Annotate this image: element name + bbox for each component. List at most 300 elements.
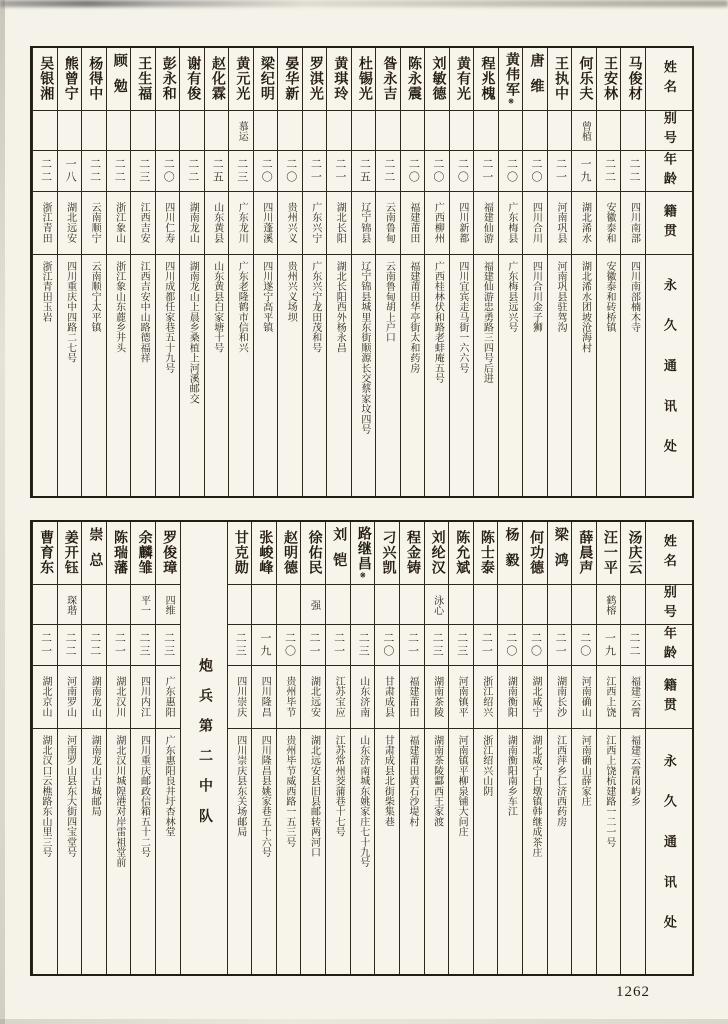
person-column	[448, 522, 473, 974]
person-alias-cell	[82, 585, 106, 625]
person-address: 广东老隆鹤市信和兴	[236, 261, 248, 353]
person-alias-cell	[82, 111, 106, 151]
person-native-place: 湖北京山	[40, 676, 52, 718]
person-alias-cell	[254, 111, 278, 151]
person-address: 甘肃成县北街柴集巷	[382, 735, 394, 827]
person-age: 二一	[332, 632, 345, 658]
person-native-cell	[82, 666, 106, 729]
person-native-place: 四川蓬溪	[260, 202, 272, 244]
person-age-cell	[548, 625, 572, 666]
person-native-place: 广东惠阳	[163, 676, 175, 718]
person-alias-cell	[401, 111, 425, 151]
person-age-cell	[33, 625, 57, 666]
person-name-cell	[474, 48, 498, 111]
person-alias: 琛瑎	[64, 594, 76, 615]
person-column	[179, 48, 204, 496]
person-age-cell	[58, 151, 82, 192]
person-native-cell	[548, 666, 572, 729]
person-age: 二三	[137, 158, 150, 184]
person-native-cell	[425, 192, 449, 255]
person-name-cell	[375, 522, 399, 585]
person-address-cell	[523, 729, 547, 974]
person-address-cell	[228, 729, 252, 974]
person-address: 广西桂林伏和路老蚌庵五号	[432, 261, 444, 384]
person-name: 昝永吉	[381, 56, 397, 102]
person-native-place: 浙江象山	[113, 202, 125, 244]
person-native-cell	[156, 192, 180, 255]
person-native-cell	[401, 192, 425, 255]
person-alias: 慕运	[236, 120, 248, 141]
person-age-cell	[228, 625, 252, 666]
person-name-cell	[425, 48, 449, 111]
person-native-place: 云南顺宁	[89, 202, 101, 244]
person-native-cell	[301, 666, 325, 729]
person-column	[276, 522, 301, 974]
person-address-cell	[107, 729, 131, 974]
person-native-cell	[254, 192, 278, 255]
person-native-cell	[180, 192, 204, 255]
person-alias-cell	[621, 585, 645, 625]
person-name-cell	[303, 48, 327, 111]
person-native-place: 山东济南	[357, 676, 369, 718]
person-name-cell	[301, 522, 325, 585]
person-age-cell	[572, 151, 596, 192]
person-name-cell	[107, 522, 131, 585]
person-address: 江西吉安中山路德福祥	[138, 261, 150, 363]
person-name-cell	[131, 522, 155, 585]
person-name-cell	[449, 522, 473, 585]
person-native-place: 河南罗山	[64, 676, 76, 718]
person-age: 二〇	[407, 158, 420, 184]
person-column	[57, 48, 82, 496]
person-age: 二〇	[284, 158, 297, 184]
person-alias-cell	[303, 111, 327, 151]
person-age: 二〇	[456, 158, 469, 184]
person-column	[227, 522, 252, 974]
person-age-cell	[425, 151, 449, 192]
name-note-mark: ※	[358, 571, 367, 580]
person-name: 马俊材	[626, 56, 642, 102]
person-age-cell	[523, 151, 547, 192]
person-name-cell	[597, 48, 621, 111]
person-column	[351, 48, 376, 496]
person-native-place: 四川隆昌	[259, 676, 271, 718]
person-address: 四川遂宁高平镇	[260, 261, 272, 333]
person-address: 河南镇平柳泉铺大问庄	[456, 735, 468, 837]
person-age-cell	[131, 625, 155, 666]
person-column	[375, 48, 400, 496]
person-native-place: 甘肃成县	[382, 676, 394, 718]
person-name-cell	[597, 522, 621, 585]
section-label: 炮兵第二中队	[196, 657, 212, 839]
person-address-cell	[278, 255, 302, 496]
person-alias-cell	[278, 111, 302, 151]
person-age-cell	[156, 625, 180, 666]
person-alias-cell	[474, 585, 498, 625]
person-alias-cell	[33, 111, 57, 151]
person-age-cell	[107, 625, 131, 666]
person-age: 二三	[234, 632, 247, 658]
person-address-cell	[499, 255, 523, 496]
person-native-place: 湖北浠水	[579, 202, 591, 244]
person-age: 二二	[88, 632, 101, 658]
person-age-cell	[474, 625, 498, 666]
person-age-cell	[277, 625, 301, 666]
person-column	[522, 522, 547, 974]
person-address-cell	[82, 729, 106, 974]
person-address-cell	[548, 729, 572, 974]
person-name-cell	[58, 522, 82, 585]
person-column	[571, 522, 596, 974]
person-name-cell	[254, 48, 278, 111]
person-address: 四川合川金子狮	[530, 261, 542, 333]
person-column	[32, 48, 57, 496]
person-address: 广东梅县远兴号	[505, 261, 517, 333]
person-alias-cell	[327, 111, 351, 151]
person-age: 二一	[406, 632, 419, 658]
header-name: 姓名	[646, 522, 692, 585]
person-address-cell	[597, 255, 621, 496]
person-native-place: 四川新都	[456, 202, 468, 244]
person-name: 汤庆云	[626, 530, 642, 576]
person-column	[596, 48, 621, 496]
person-name: 张峻峰	[257, 530, 273, 576]
person-name-cell	[352, 48, 376, 111]
person-address: 湖南衡阳南乡车江	[505, 735, 517, 817]
person-native-cell	[474, 192, 498, 255]
person-name: 黄伟军	[504, 52, 519, 98]
person-name: 何乐夫	[577, 56, 593, 102]
person-name-cell	[33, 522, 57, 585]
person-address: 江西上饶杭建路一二一号	[603, 735, 615, 848]
person-column	[81, 522, 106, 974]
person-age: 二〇	[505, 158, 518, 184]
person-address-cell	[351, 729, 375, 974]
person-native-place: 四川内江	[138, 676, 150, 718]
person-name: 陈永震	[405, 56, 421, 102]
person-age: 二五	[211, 158, 224, 184]
person-address-cell	[401, 255, 425, 496]
person-native-place: 湖北远安	[64, 202, 76, 244]
person-age-cell	[597, 625, 621, 666]
person-native-cell	[450, 192, 474, 255]
person-name-cell	[548, 48, 572, 111]
person-age: 二五	[358, 158, 371, 184]
person-name-cell	[131, 48, 155, 111]
person-column	[547, 522, 572, 974]
person-alias: 四维	[163, 594, 175, 615]
person-name-cell	[498, 522, 522, 585]
person-name-cell	[327, 48, 351, 111]
header-name: 姓名	[646, 48, 692, 111]
person-age: 二三	[455, 632, 468, 658]
person-name-cell	[400, 522, 424, 585]
scan-smudge-left	[0, 0, 5, 1024]
person-address-cell	[425, 255, 449, 496]
person-native-place: 福建仙游	[481, 202, 493, 244]
person-address-cell	[474, 729, 498, 974]
person-age-cell	[523, 625, 547, 666]
person-age-cell	[303, 151, 327, 192]
person-native-cell	[252, 666, 276, 729]
person-name: 崇总	[87, 527, 103, 579]
person-native-cell	[107, 666, 131, 729]
person-column	[399, 522, 424, 974]
person-address: 四川重庆中四路二七号	[64, 261, 76, 363]
person-native-cell	[449, 666, 473, 729]
person-native-cell	[376, 192, 400, 255]
header-column	[645, 522, 692, 974]
person-name-cell	[401, 48, 425, 111]
person-address-cell	[450, 255, 474, 496]
person-address: 山东黄县白家塘十号	[211, 261, 223, 353]
person-name-cell	[82, 48, 106, 111]
person-alias-cell	[425, 111, 449, 151]
person-native-cell	[228, 666, 252, 729]
person-address-cell	[523, 255, 547, 496]
person-native-place: 广东龙川	[236, 202, 248, 244]
person-native-cell	[375, 666, 399, 729]
person-address: 湖北浠水团坡沧海村	[579, 261, 591, 353]
person-address-cell	[131, 729, 155, 974]
person-alias: 平一	[138, 594, 150, 615]
person-native-place: 河南巩县	[554, 202, 566, 244]
person-age: 二〇	[381, 632, 394, 658]
person-age: 二一	[480, 158, 493, 184]
person-address: 广东惠阳良井圩杏林堂	[163, 735, 175, 837]
person-address-cell	[180, 255, 204, 496]
person-name: 梁鸿	[552, 527, 568, 579]
person-address: 江西萍乡仁济西药房	[554, 735, 566, 827]
person-age: 二〇	[162, 158, 175, 184]
person-alias-cell	[229, 111, 253, 151]
person-age: 二一	[39, 632, 52, 658]
person-native-place: 湖南长沙	[554, 676, 566, 718]
person-age: 二二	[88, 158, 101, 184]
person-native-cell	[498, 666, 522, 729]
person-alias-cell	[326, 585, 350, 625]
person-alias-cell	[523, 585, 547, 625]
person-age-cell	[449, 625, 473, 666]
person-address: 四川宜宾走马街一六六号	[456, 261, 468, 374]
person-address: 四川隆昌县姚家巷五十六号	[259, 735, 271, 858]
person-name: 程兆槐	[479, 56, 495, 102]
person-native-cell	[572, 192, 596, 255]
person-address: 福建仙游忠勇路三四号后进	[481, 261, 493, 384]
person-alias-cell	[301, 585, 325, 625]
person-native-cell	[303, 192, 327, 255]
person-native-cell	[352, 192, 376, 255]
person-address: 湖北汉口云樵路东山里三号	[40, 735, 52, 858]
person-address: 云南顺宁太平镇	[89, 261, 101, 333]
person-native-place: 福建莆田	[407, 202, 419, 244]
person-alias: 强	[308, 599, 320, 610]
person-age-cell	[401, 151, 425, 192]
person-name-cell	[278, 48, 302, 111]
person-name-cell	[523, 48, 547, 111]
person-name-cell	[180, 48, 204, 111]
person-age: 二一	[480, 632, 493, 658]
person-column	[325, 522, 350, 974]
person-native-cell	[597, 666, 621, 729]
person-name: 刘敏德	[430, 56, 446, 102]
person-name: 吴银湘	[38, 56, 54, 102]
person-name: 刘铠	[331, 527, 347, 579]
header-address: 永久通讯处	[661, 277, 677, 480]
person-native-cell	[621, 192, 645, 255]
person-address-cell	[229, 255, 253, 496]
person-name: 陈士泰	[478, 530, 494, 576]
person-address-cell	[621, 255, 645, 496]
roster-table-top	[30, 46, 694, 498]
person-age-cell	[400, 625, 424, 666]
person-age: 二二	[627, 632, 640, 658]
person-age-cell	[375, 625, 399, 666]
person-native-place: 湖北汉川	[113, 676, 125, 718]
person-native-cell	[326, 666, 350, 729]
person-name: 顾勉	[111, 53, 127, 105]
person-alias-cell	[548, 585, 572, 625]
person-native-cell	[523, 192, 547, 255]
person-address-cell	[301, 729, 325, 974]
person-address: 安徽泰和砖桥镇	[603, 261, 615, 333]
person-name: 何功德	[528, 530, 544, 576]
person-alias-cell	[107, 585, 131, 625]
person-age-cell	[180, 151, 204, 192]
person-address-cell	[254, 255, 278, 496]
person-age: 二一	[309, 158, 322, 184]
person-address-cell	[156, 255, 180, 496]
person-address: 福建莆田黄石沙堤村	[406, 735, 418, 827]
person-native-cell	[474, 666, 498, 729]
person-alias: 鹤榕	[603, 594, 615, 615]
person-name: 杨毅	[503, 527, 519, 579]
person-address-cell	[252, 729, 276, 974]
person-address-cell	[277, 729, 301, 974]
person-native-cell	[400, 666, 424, 729]
person-alias-cell	[597, 111, 621, 151]
person-native-place: 湖北咸宁	[530, 676, 541, 718]
person-native-place: 江西上饶	[603, 676, 615, 718]
person-column	[81, 48, 106, 496]
person-address: 湖南龙山上晨乡桑植上河溪邮交	[187, 261, 199, 404]
scan-smudge-top	[0, 0, 728, 7]
person-alias-cell	[621, 111, 645, 151]
person-name-cell	[572, 48, 596, 111]
person-age: 二〇	[529, 158, 542, 184]
person-native-place: 福建云霄	[628, 676, 640, 718]
person-alias-cell	[474, 111, 498, 151]
person-native-place: 云南鲁甸	[383, 202, 395, 244]
person-column	[277, 48, 302, 496]
person-native-place: 辽宁锦县	[358, 202, 370, 244]
person-alias-cell	[499, 111, 523, 151]
person-name-cell	[228, 522, 252, 585]
person-column	[253, 48, 278, 496]
header-age: 年龄	[646, 151, 692, 192]
person-age: 二二	[64, 632, 77, 658]
person-address: 湖北汉川城隍港对岸雷祖堂前	[113, 735, 125, 868]
person-age-cell	[376, 151, 400, 192]
person-native-cell	[425, 666, 449, 729]
person-address-cell	[156, 729, 180, 974]
person-name-cell	[474, 522, 498, 585]
person-column	[473, 522, 498, 974]
person-address-cell	[597, 729, 621, 974]
person-column	[473, 48, 498, 496]
person-alias-cell	[450, 111, 474, 151]
person-native-cell	[205, 192, 229, 255]
person-name: 赵明德	[282, 530, 297, 576]
person-alias-cell	[131, 585, 155, 625]
page-number: 1262	[616, 984, 650, 1000]
person-age-cell	[326, 625, 350, 666]
person-age: 二一	[554, 632, 567, 658]
person-native-place: 江西吉安	[138, 202, 150, 244]
header-alias: 别号	[646, 111, 692, 151]
header-alias: 别号	[646, 585, 692, 625]
person-native-cell	[277, 666, 301, 729]
person-address-cell	[352, 255, 376, 496]
person-address: 浙江绍兴山阴	[480, 735, 492, 797]
person-native-place: 湖北远安	[308, 676, 320, 718]
person-age-cell	[621, 625, 645, 666]
person-name-cell	[450, 48, 474, 111]
person-name-cell	[252, 522, 276, 585]
person-name-cell	[82, 522, 106, 585]
person-name-cell	[326, 522, 350, 585]
person-age: 二〇	[578, 632, 591, 658]
header-address: 永久通讯处	[661, 753, 677, 956]
person-name-cell	[277, 522, 301, 585]
person-address: 湖北咸宁白墩镇韩继成茶庄	[530, 735, 541, 858]
person-alias-cell	[58, 585, 82, 625]
person-alias-cell	[375, 585, 399, 625]
person-column	[400, 48, 425, 496]
person-address-cell	[326, 729, 350, 974]
person-native-place: 福建莆田	[406, 676, 418, 718]
person-address: 江苏常州茭蒲巷十七号	[333, 735, 345, 837]
person-alias-cell	[498, 585, 522, 625]
person-column	[350, 522, 375, 974]
person-name: 黄有光	[454, 56, 470, 102]
person-native-place: 四川合川	[530, 202, 542, 244]
person-age: 二三	[357, 632, 370, 658]
person-column	[228, 48, 253, 496]
person-address-cell	[33, 255, 57, 496]
person-age-cell	[352, 151, 376, 192]
person-age-cell	[82, 151, 106, 192]
person-age-cell	[278, 151, 302, 192]
person-name-cell	[156, 522, 180, 585]
person-name: 汪一平	[601, 530, 617, 576]
person-age: 二一	[308, 632, 321, 658]
person-address: 四川重庆邮政信箱五十二号	[138, 735, 150, 858]
person-age-cell	[205, 151, 229, 192]
person-native-place: 湖北长阳	[334, 202, 346, 244]
person-name-cell	[621, 48, 645, 111]
person-age-cell	[156, 151, 180, 192]
person-name: 黄元光	[234, 56, 250, 102]
person-native-place: 湖南龙山	[187, 202, 199, 244]
person-native-place: 湖南龙山	[89, 676, 101, 718]
person-age-cell	[107, 151, 131, 192]
person-address-cell	[376, 255, 400, 496]
person-age: 二一	[554, 158, 567, 184]
person-name-cell	[425, 522, 449, 585]
person-native-cell	[82, 192, 106, 255]
person-address: 河南确山薛家庄	[579, 735, 591, 807]
